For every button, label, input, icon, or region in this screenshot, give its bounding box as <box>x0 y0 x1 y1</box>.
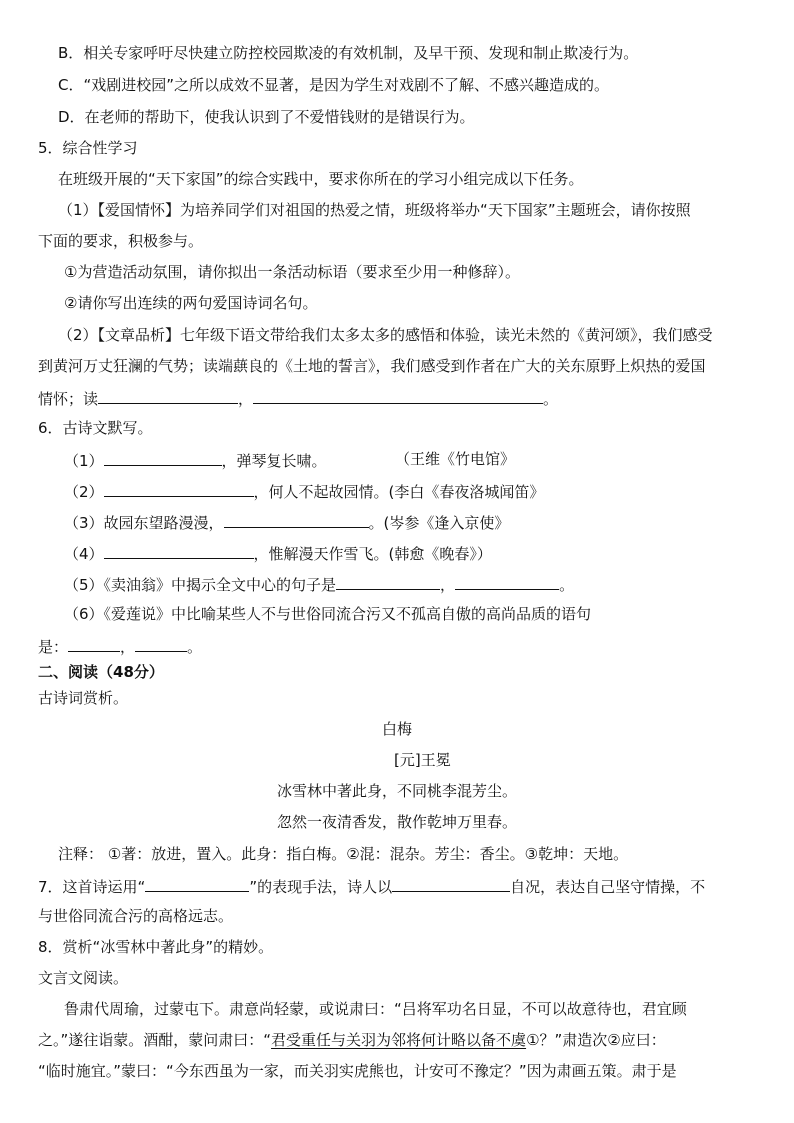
q6-item6-text-a: 是： <box>38 638 69 656</box>
poem-title: 白梅 <box>381 720 412 738</box>
passage-line-2 <box>38 1030 666 1050</box>
q6-item5 <box>64 573 574 595</box>
passage-text-b: ①？”肃造次②应曰： <box>526 1031 666 1049</box>
classical-intro: 文言文阅读。 <box>38 969 129 987</box>
q5-part2-line2: 到黄河万丈狂澜的气势；读端蕻良的《土地的誓言》，我们感受到作者在广大的关东原野上炽热的爱国 <box>38 357 706 375</box>
q6-item1-prefix: （1） <box>64 452 104 470</box>
q5-part2-text-c: 。 <box>543 390 559 408</box>
q6-item4-prefix: （4） <box>64 545 104 563</box>
poem-notes: 注释： ①著：放进，置入。此身：指白梅。②混：混杂。芳尘：香尘。③乾坤：天地。 <box>58 845 629 863</box>
q7-line1 <box>38 875 705 897</box>
answer-blank[interactable] <box>104 449 222 466</box>
q4-option-c: C．“戏剧进校园”之所以成效不显著，是因为学生对戏剧不了解、不感兴趣造成的。 <box>58 76 610 94</box>
q6-item3-suffix: 。(岑参《逢入京使》 <box>368 514 510 532</box>
q6-item4 <box>64 542 492 564</box>
poem-intro: 古诗词赏析。 <box>38 689 129 707</box>
q5-part2-text-a: 情怀；读 <box>38 390 99 408</box>
q6-item5-mid: ， <box>440 576 456 594</box>
answer-blank[interactable] <box>392 875 510 892</box>
answer-blank[interactable] <box>135 635 187 652</box>
q7-text-c: 自况，表达自己坚守情操，不 <box>510 878 706 896</box>
q6-item4-text: ，惟解漫天作雪飞。(韩愈《晚春》） <box>253 545 492 563</box>
answer-blank[interactable] <box>145 875 249 892</box>
q7-text-a: 7．这首诗运用“ <box>38 878 146 896</box>
q6-item5-end: 。 <box>559 576 575 594</box>
q6-item3-text: （3）故园东望路漫漫， <box>64 514 224 532</box>
answer-blank[interactable] <box>104 542 254 559</box>
poem-line-2: 忽然一夜清香发，散作乾坤万里春。 <box>276 813 517 831</box>
answer-blank[interactable] <box>455 573 559 590</box>
q6-item6-line1: （6）《爱莲说》中比喻某些人不与世俗同流合污又不孤高自傲的高尚品质的语句 <box>64 605 592 623</box>
q5-part2-text-b: ， <box>238 390 254 408</box>
q5-task1: ①为营造活动氛围，请你拟出一条活动标语（要求至少用一种修辞）。 <box>64 263 520 281</box>
answer-blank[interactable] <box>104 480 254 497</box>
q5-part1-line2: 下面的要求，积极参与。 <box>38 232 204 250</box>
q5-intro: 在班级开展的“天下家国”的综合实践中，要求你所在的学习小组完成以下任务。 <box>58 170 584 188</box>
passage-underlined-sentence: 君受重任与关羽为邻将何计略以备不虞 <box>271 1031 527 1049</box>
q6-item5-text: （5）《卖油翁》中揭示全文中心的句子是 <box>64 576 337 594</box>
answer-blank[interactable] <box>253 387 543 404</box>
answer-blank[interactable] <box>336 573 440 590</box>
section-heading: 二、阅读（48分） <box>38 663 164 681</box>
answer-blank[interactable] <box>68 635 120 652</box>
passage-line-3: “临时施宜。”蒙曰：“今东西虽为一家，而关羽实虎熊也，计安可不豫定？”因为肃画五策。肃于是 <box>38 1062 677 1080</box>
q6-item6-text-b: ， <box>120 638 136 656</box>
q6-item6-text-c: 。 <box>187 638 203 656</box>
poem-author: [元]王冕 <box>394 751 451 769</box>
q5-part2-line1: （2）【文章品析】七年级下语文带给我们太多太多的感悟和体验，读光未然的《黄河颂》，我们感受 <box>58 326 713 344</box>
q6-item1 <box>64 449 327 471</box>
poem-line-1: 冰雪林中著此身，不同桃李混芳尘。 <box>276 782 517 800</box>
q4-option-d: D．在老师的帮助下，使我认识到了不爱惜钱财的是错误行为。 <box>58 108 475 126</box>
q5-part2-line3 <box>38 387 558 409</box>
passage-text-a: 之。”遂往诣蒙。酒酣，蒙问肃曰：“ <box>38 1031 272 1049</box>
answer-blank[interactable] <box>98 387 238 404</box>
q6-item2 <box>64 480 544 502</box>
q8: 8．赏析“冰雪林中著此身”的精妙。 <box>38 938 274 956</box>
passage-line-1: 鲁肃代周瑜，过蒙屯下。肃意尚轻蒙，或说肃曰：“吕将军功名日显，不可以故意待也，君宜顾 <box>64 1000 687 1018</box>
q5-part1-line1: （1）【爱国情怀】为培养同学们对祖国的热爱之情，班级将举办“天下国家”主题班会，请你按照 <box>58 201 691 219</box>
q6-item1-text: ，弹琴复长啸。 <box>221 452 327 470</box>
q5-task2: ②请你写出连续的两句爱国诗词名句。 <box>64 294 318 312</box>
q7-text-b: ”的表现手法，诗人以 <box>249 878 393 896</box>
q6-item3 <box>64 511 509 533</box>
q6-item2-prefix: （2） <box>64 483 104 501</box>
q7-line2: 与世俗同流合污的高格远志。 <box>38 907 234 925</box>
q4-option-b: B．相关专家呼吁尽快建立防控校园欺凌的有效机制，及早干预、发现和制止欺凌行为。 <box>58 44 639 62</box>
q5-title: 5．综合性学习 <box>38 139 138 157</box>
q6-title: 6．古诗文默写。 <box>38 419 153 437</box>
q6-item2-text: ，何人不起故园情。(李白《春夜洛城闻笛》 <box>253 483 545 501</box>
answer-blank[interactable] <box>224 511 369 528</box>
q6-item1-source: （王维《竹电馆》 <box>395 450 516 468</box>
q6-item6-line2 <box>38 635 202 657</box>
